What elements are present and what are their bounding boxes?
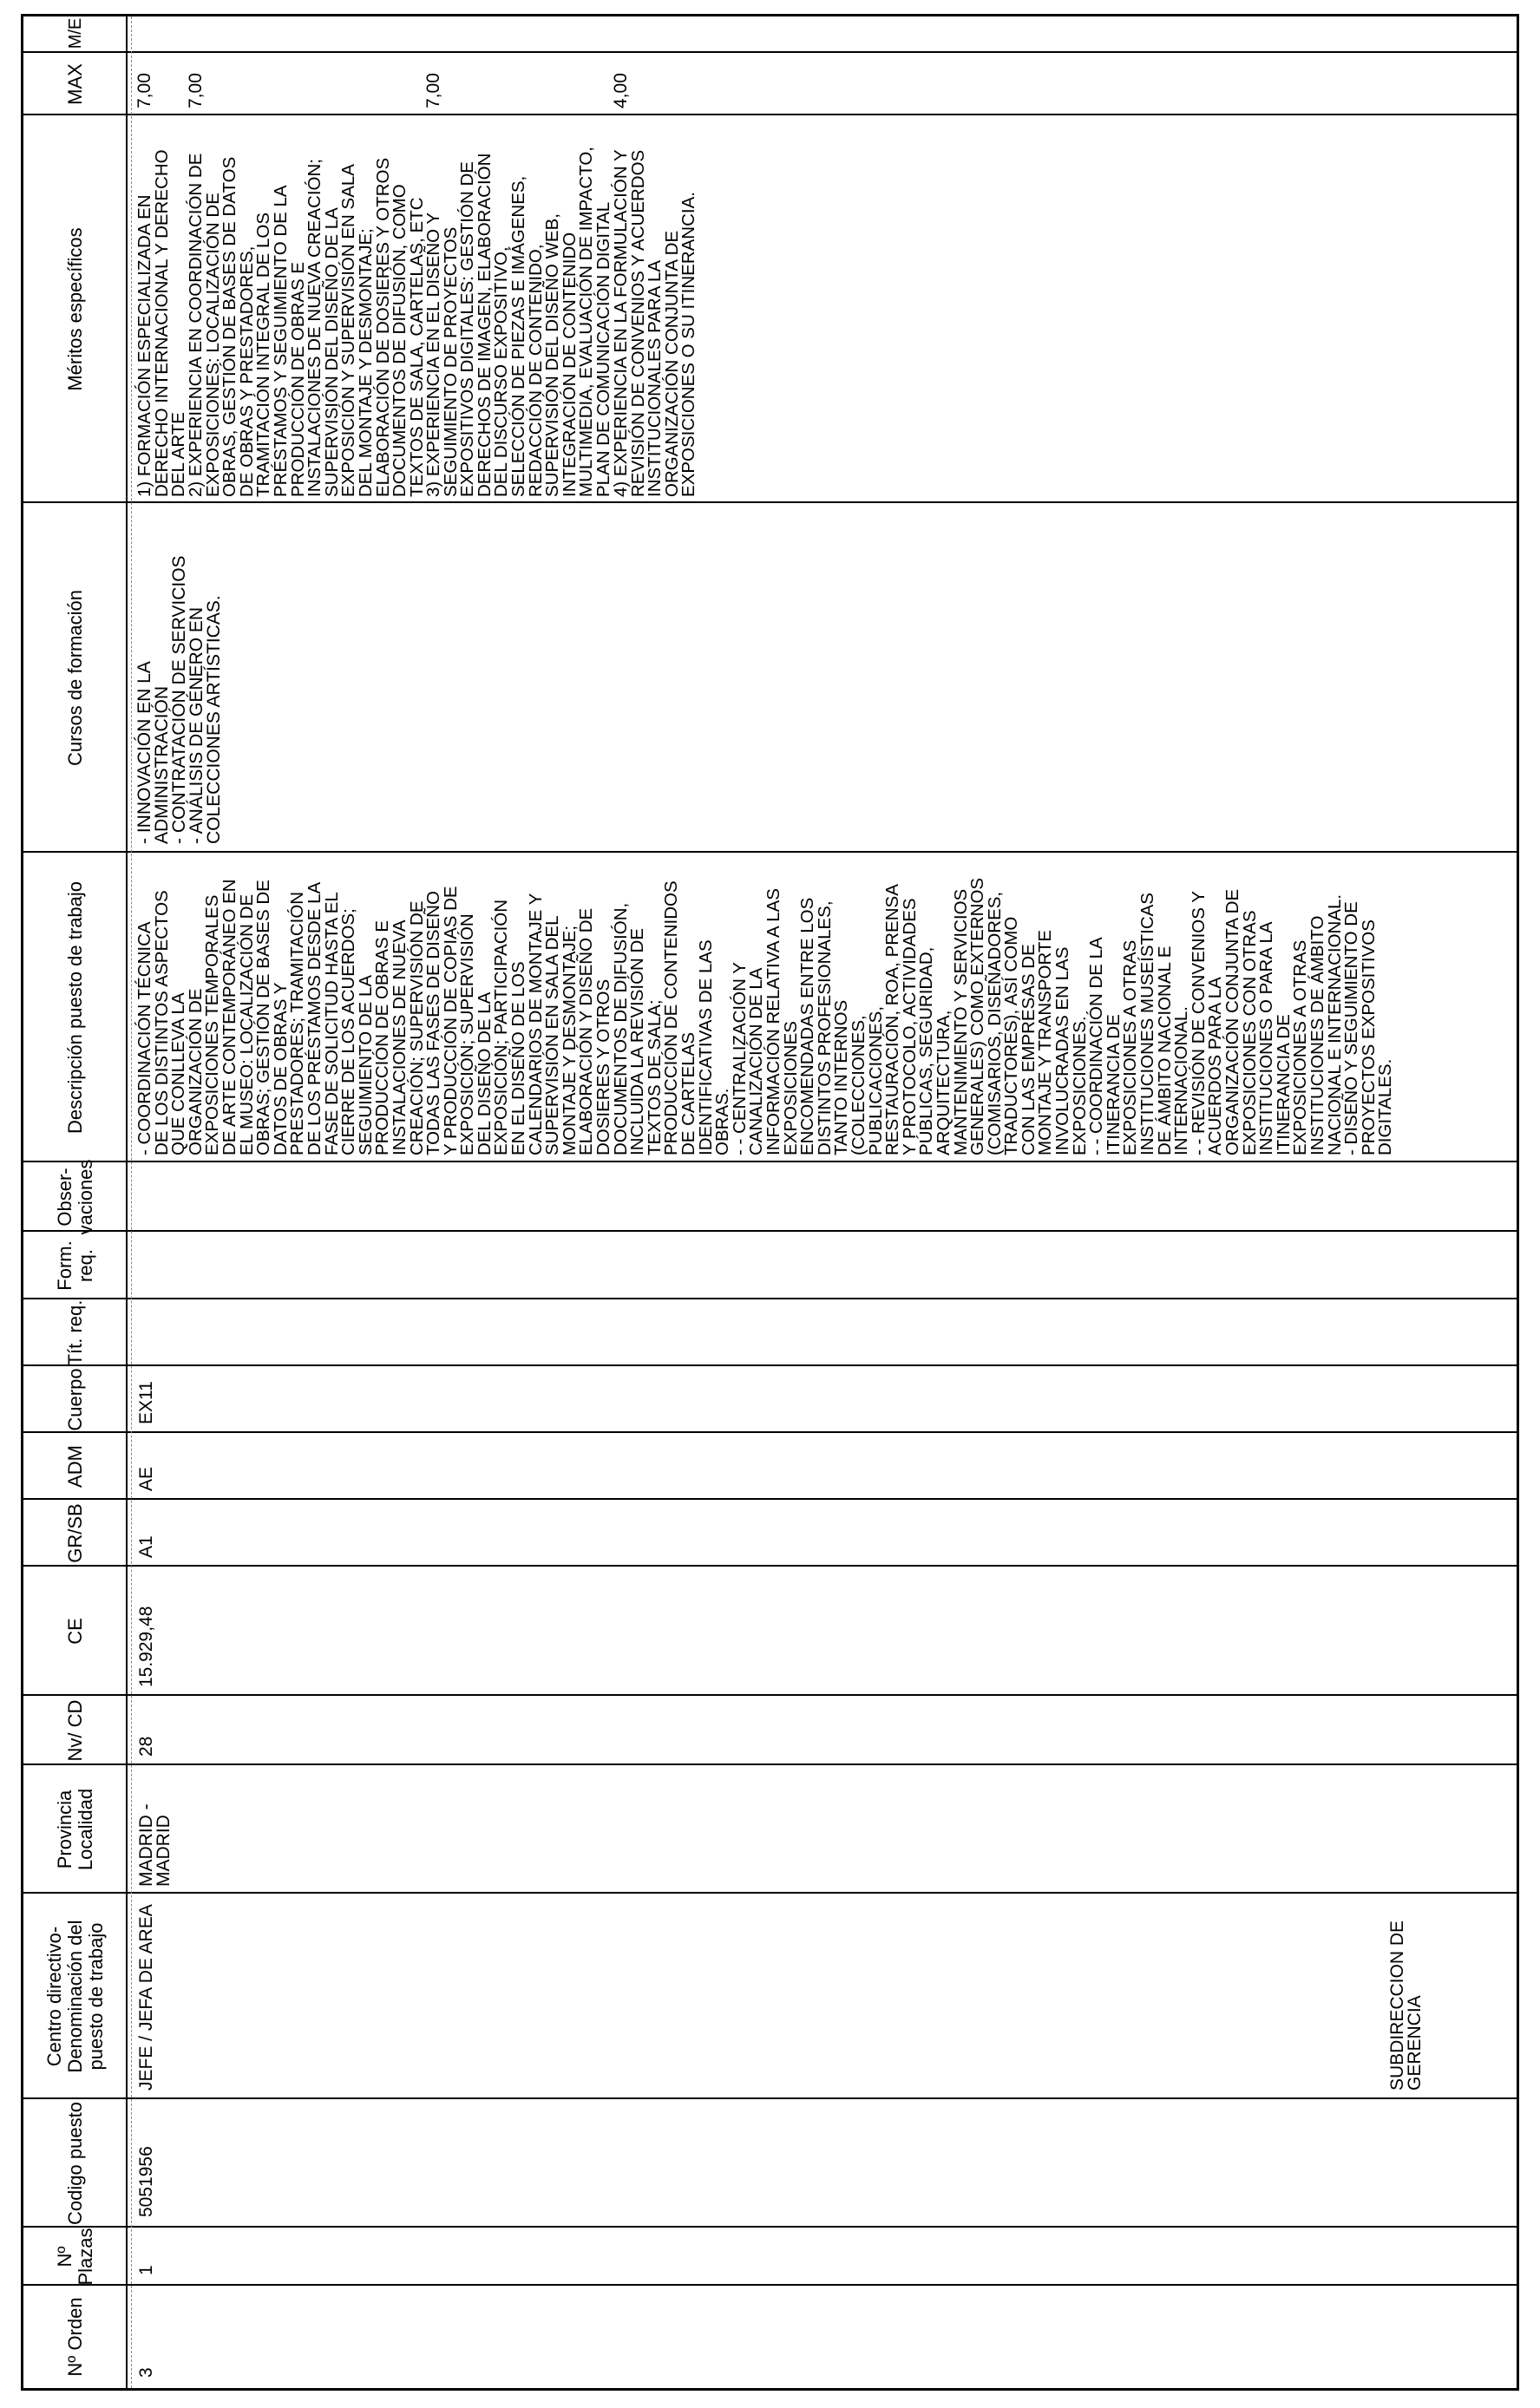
header-adm: ADM [64, 1445, 86, 1488]
cell-codigo: 5051956 [136, 2146, 156, 2217]
header-tit-req: Tít. req. [64, 1299, 86, 1366]
header-max: MAX [64, 63, 86, 105]
col-divider [23, 2226, 1517, 2228]
cell-cursos: - INNOVACIÓN EN LA ADMINISTRACIÓN - CONTRATACIÓN DE SERVICIOS - ANÁLISIS DE GÉNERO EN COLECCIONES ARTÍSTICAS. [134, 555, 224, 844]
cell-max-1: 7,00 [134, 73, 154, 108]
cell-n-orden: 3 [136, 2367, 156, 2378]
header-provincia: Provincia Localidad [54, 1788, 96, 1871]
header-centro: Centro directivo- Denominación del puesto de trabajo [43, 1920, 107, 2073]
header-ce: CE [64, 1618, 86, 1645]
cell-ce: 15.929,48 [136, 1606, 156, 1687]
header-observaciones: Obser- vaciones [54, 1159, 96, 1235]
col-divider [23, 1364, 1517, 1366]
col-divider [23, 1431, 1517, 1433]
cell-nv-cd: 28 [136, 1736, 156, 1757]
col-divider [23, 1298, 1517, 1299]
cell-merit-3: 3) EXPERIENCIA EN EL DISEÑO Y SEGUIMIENTO DE PROYECTOS EXPOSITIVOS DIGITALES: GESTIÓN DE DERECHOS DE IMAGEN, ELABORACIÓN DEL DISCURSO EXPOSITIVO, SELECCIÓN DE PIEZAS E IMÁGENES, REDACCIÓN DE CONTENIDO, SUPERVISIÓN DEL DISEÑO WEB, INTEGRACIÓN DE CONTENIDO MULTIMEDIA, EVALUACIÓN DE IMPACTO, PLAN DE COMUNICACIÓN DIGITAL [423, 147, 613, 497]
cell-descripcion: - COORDINACIÓN TÉCNICA DE LOS DISTINTOS ASPECTOS QUE CONLLEVA LA ORGANIZACIÓN DE EXPOSICIONES TEMPORALES DE ARTE CONTEMPORÁNEO EN EL MUSEO: LOCALIZACIÓN DE OBRAS; GESTIÓN DE BASES DE DATOS DE OBRAS Y PRESTADORES; TRAMITACIÓN DE LOS PRÉSTAMOS DESDE LA FASE DE SOLICITUD HASTA EL CIERRE DE LOS ACUERDOS; SEGUIMIENTO DE LA PRODUCCIÓN DE OBRAS E INSTALACIONES DE NUEVA CREACIÓN; SUPERVISIÓN DE TODAS LAS FASES DE DISEÑO Y PRODUCCIÓN DE COPIAS DE EXPOSICIÓN; SUPERVISIÓN DEL DISEÑO DE LA EXPOSICIÓN; PARTICIPACIÓN EN EL DISEÑO DE LOS CALENDARIOS DE MONTAJE Y SUPERVISIÓN EN SALA DEL MONTAJE Y DESMONTAJE; ELABORACIÓN Y DISEÑO DE DOSIERES Y OTROS DOCUMENTOS DE DIFUSIÓN, INCLUIDA LA REVISIÓN DE TEXTOS DE SALA; PRODUCCIÓN DE CONTENIDOS DE CARTELAS IDENTIFICATIVAS DE LAS OBRAS. - - CENTRALIZACIÓN Y CANALIZACIÓN DE LA INFORMACIÓN RELATIVA A LAS EXPOSICIONES ENCOMENDADAS ENTRE LOS DISTINTOS PROFESIONALES, TANTO INTERNOS (COLECCIONES, PUBLICACIONES, RESTAURACIÓN, ROA, PRENSA Y PROTOCOLO, ACTIVIDADES PÚBLICAS, SEGURIDAD, ARQUITECTURA, MANTENIMIENTO Y SERVICIOS GENERALES) COMO EXTERNOS (COMISARIOS, DISEÑADORES, TRADUCTORES), ASÍ COMO CON LAS EMPRESAS DE MONTAJE Y TRANSPORTE INVOLUCRADAS EN LAS EXPOSICIONES. - - COORDINACIÓN DE LA ITINERANCIA DE EXPOSICIONES A OTRAS INSTITUCIONES MUSEÍSTICAS DE ÁMBITO NACIONAL E INTERNACIONAL. - - REVISIÓN DE CONVENIOS Y ACUERDOS PARA LA ORGANIZACIÓN CONJUNTA DE EXPOSICIONES CON OTRAS INSTITUCIONES O PARA LA ITINERANCIA DE EXPOSICIONES A OTRAS INSTITUCIONES DE ÁMBITO NACIONAL E INTERNACIONAL. - DISEÑO Y SEGUIMIENTO DE PROYECTOS EXPOSITIVOS DIGITALES. [134, 877, 1396, 1155]
header-divider [126, 16, 128, 2388]
cell-gr-sb: A1 [136, 1535, 156, 1558]
cell-provincia: MADRID - MADRID [136, 1803, 174, 1887]
col-divider [23, 1565, 1517, 1567]
cell-adm: AE [136, 1466, 156, 1491]
cell-merit-4: 4) EXPERIENCIA EN LA FORMULACIÓN Y REVISIÓN DE CONVENIOS Y ACUERDOS INSTITUCIONALES PARA LA ORGANIZACIÓN CONJUNTA DE EXPOSICIONES O SU ITINERANCIA. [611, 149, 699, 497]
cell-centro: JEFE / JEFA DE AREA [136, 1904, 156, 2091]
header-cursos: Cursos de formación [64, 590, 86, 766]
positions-table [21, 14, 1519, 2391]
header-divider-dashed [131, 16, 132, 2388]
col-divider [23, 851, 1517, 853]
col-divider [23, 501, 1517, 503]
col-divider [23, 2284, 1517, 2286]
header-cuerpo: Cuerpo [64, 1368, 86, 1431]
cell-merit-2: 2) EXPERIENCIA EN COORDINACIÓN DE EXPOSICIONES: LOCALIZACIÓN DE OBRAS, GESTIÓN DE BASES DE DATOS DE OBRAS Y PRESTADORES, TRAMITACIÓN INTEGRAL DE LOS PRÉSTAMOS Y SEGUIMIENTO DE LA PRODUCCIÓN DE OBRAS E INSTALACIONES DE NUEVA CREACIÓN; SUPERVISIÓN DEL DISEÑO DE LA EXPOSICIÓN Y SUPERVISIÓN EN SALA DEL MONTAJE Y DESMONTAJE; ELABORACIÓN DE DOSIERES Y OTROS DOCUMENTOS DE DIFUSIÓN, COMO TEXTOS DE SALA, CARTELAS, ETC [186, 153, 427, 497]
col-divider [23, 1892, 1517, 1894]
col-divider [23, 1763, 1517, 1765]
header-descripcion: Descripción puesto de trabajo [64, 880, 86, 1135]
col-divider [23, 1161, 1517, 1162]
header-n-orden: Nº Orden [64, 2297, 86, 2377]
header-gr-sb: GR/SB [64, 1503, 86, 1563]
header-form-req: Form. req. [54, 1240, 96, 1291]
col-divider [23, 2097, 1517, 2099]
header-codigo: Codigo puesto [64, 2102, 86, 2225]
cell-merit-1: 1) FORMACIÓN ESPECIALIZADA EN DERECHO INTERNACIONAL Y DERECHO DEL ARTE [134, 149, 189, 497]
header-meritos: Méritos específicos [64, 227, 86, 391]
header-n-plazas: Nº Plazas [54, 2228, 96, 2286]
cell-subdireccion: SUBDIRECCION DE GERENCIA [1387, 1920, 1425, 2091]
col-divider [23, 114, 1517, 115]
col-divider [23, 1230, 1517, 1232]
cell-n-plazas: 1 [136, 2265, 156, 2275]
header-me: M/E [66, 17, 85, 49]
cell-cuerpo: EX11 [136, 1381, 156, 1424]
cell-max-2: 7,00 [186, 73, 206, 108]
cell-max-4: 4,00 [611, 73, 631, 108]
col-divider [23, 1498, 1517, 1500]
header-nv-cd: Nv/ CD [64, 1699, 86, 1762]
col-divider [23, 1694, 1517, 1696]
col-divider [23, 51, 1517, 53]
cell-max-3: 7,00 [423, 73, 443, 108]
